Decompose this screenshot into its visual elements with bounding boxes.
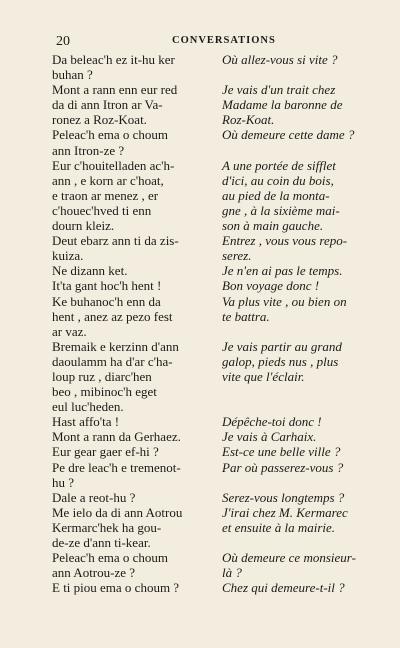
breton-line: e traon ar menez , er xyxy=(52,187,159,203)
breton-line: eul luc'heden. xyxy=(52,399,124,415)
breton-entry xyxy=(52,233,214,263)
breton-entry xyxy=(52,294,214,339)
breton-line: de-ze d'ann ti-kear. xyxy=(52,535,151,550)
breton-line: loup ruz , diarc'hen xyxy=(52,368,152,384)
breton-line: ann , e korn ar c'hoat, xyxy=(52,172,164,188)
french-line: Dépêche-toi donc ! xyxy=(222,414,322,430)
french-line: Est-ce une belle ville ? xyxy=(222,444,341,460)
french-entry xyxy=(222,429,378,444)
breton-line: beo , mibinoc'h eget xyxy=(52,384,157,400)
french-line: Par où passerez-vous ? xyxy=(222,459,344,475)
breton-line: Me ielo da di ann Aotrou xyxy=(52,504,183,520)
breton-line: Eur gear gaer ef-hi ? xyxy=(52,444,159,460)
breton-line: ar vaz. xyxy=(52,323,87,339)
french-line: Je vais à Carhaix. xyxy=(222,429,317,445)
french-line: gne , à la sixième mai- xyxy=(222,202,340,218)
french-line: là ? xyxy=(222,565,242,581)
breton-entry xyxy=(52,158,214,233)
french-line: Serez-vous longtemps ? xyxy=(222,489,345,505)
french-line: son à main gauche. xyxy=(222,218,324,234)
breton-line: Peleac'h ema o choum xyxy=(52,127,169,143)
breton-entry xyxy=(52,550,214,580)
french-entry xyxy=(222,580,378,595)
breton-line: Ke buhanoc'h enn da xyxy=(52,293,161,309)
french-line: Entrez , vous vous repo- xyxy=(222,233,348,249)
page-number: 20 xyxy=(56,34,70,49)
breton-entry xyxy=(52,339,214,414)
breton-line: hent , anez az pezo fest xyxy=(52,308,173,324)
breton-line: ann Aotrou-ze ? xyxy=(52,565,136,581)
french-column xyxy=(222,52,378,595)
french-line: et ensuite à la mairie. xyxy=(222,519,336,535)
french-entry xyxy=(222,490,378,505)
breton-line: buhan ? xyxy=(52,67,93,83)
breton-line: Deut ebarz ann ti da zis- xyxy=(52,233,179,249)
breton-entry xyxy=(52,52,214,82)
breton-entry xyxy=(52,490,214,505)
french-entry xyxy=(222,414,378,429)
french-entry xyxy=(222,505,378,535)
breton-line: kuiza. xyxy=(52,248,84,264)
breton-line: hu ? xyxy=(52,474,75,490)
french-line: A une portée de sifflet xyxy=(222,157,336,173)
french-line: Où allez-vous si vite ? xyxy=(222,52,338,67)
breton-line: Kermarc'hek ha gou- xyxy=(52,519,162,535)
breton-entry xyxy=(52,429,214,444)
french-entry xyxy=(222,233,378,263)
french-line: Bon voyage donc ! xyxy=(222,278,320,294)
breton-line: E ti piou ema o choum ? xyxy=(52,580,180,596)
french-line: Chez qui demeure-t-il ? xyxy=(222,580,345,596)
french-line: J'irai chez M. Kermarec xyxy=(222,504,348,520)
breton-line: c'houec'hved ti enn xyxy=(52,202,152,218)
breton-line: It'ta gant hoc'h hent ! xyxy=(52,278,162,294)
breton-entry xyxy=(52,460,214,490)
french-line: Je vais partir au grand xyxy=(222,338,342,354)
french-entry xyxy=(222,263,378,278)
french-line: Je vais d'un trait chez xyxy=(222,82,336,98)
french-entry xyxy=(222,460,378,475)
french-line: galop, pieds nus , plus xyxy=(222,353,339,369)
french-line: Madame la baronne de xyxy=(222,97,343,113)
breton-entry xyxy=(52,414,214,429)
page-header xyxy=(0,34,400,50)
french-entry xyxy=(222,278,378,293)
breton-line: Peleac'h ema o choum xyxy=(52,550,169,566)
breton-column xyxy=(52,52,214,595)
breton-entry xyxy=(52,263,214,278)
breton-line: Da beleac'h ez it-hu ker xyxy=(52,52,175,67)
breton-line: Hast affo'ta ! xyxy=(52,414,120,430)
french-line: d'ici, au coin du bois, xyxy=(222,172,334,188)
breton-line: Bremaik e kerzinn d'ann xyxy=(52,338,179,354)
french-entry xyxy=(222,550,378,580)
breton-entry xyxy=(52,580,214,595)
breton-entry xyxy=(52,444,214,459)
french-line: te battra. xyxy=(222,308,270,324)
french-entry xyxy=(222,52,378,67)
french-line: Où demeure cette dame ? xyxy=(222,127,355,143)
breton-line: daoulamm ha d'ar c'ha- xyxy=(52,353,173,369)
breton-line: da di ann Itron ar Va- xyxy=(52,97,163,113)
french-entry xyxy=(222,339,378,384)
breton-line: Mont a rann enn eur red xyxy=(52,82,178,98)
french-entry xyxy=(222,127,378,142)
running-title: CONVERSATIONS xyxy=(172,35,276,46)
french-line: Va plus vite , ou bien on xyxy=(222,293,347,309)
french-line: vite que l'éclair. xyxy=(222,368,305,384)
french-line: Roz-Koat. xyxy=(222,112,275,128)
column-gutter xyxy=(218,54,219,594)
french-entry xyxy=(222,158,378,233)
breton-line: ann Itron-ze ? xyxy=(52,142,125,158)
breton-entry xyxy=(52,82,214,127)
french-line: au pied de la monta- xyxy=(222,187,330,203)
french-line: serez. xyxy=(222,248,252,264)
breton-entry xyxy=(52,127,214,157)
breton-line: Mont a rann da Gerhaez. xyxy=(52,429,181,445)
breton-entry xyxy=(52,278,214,293)
breton-line: Ne dizann ket. xyxy=(52,263,128,279)
breton-line: Dale a reot-hu ? xyxy=(52,489,136,505)
french-line: Où demeure ce monsieur- xyxy=(222,550,356,566)
breton-line: Pe dre leac'h e tremenot- xyxy=(52,459,181,475)
breton-line: ronez a Roz-Koat. xyxy=(52,112,147,128)
breton-entry xyxy=(52,505,214,550)
breton-line: Eur c'houitelladen ac'h- xyxy=(52,157,175,173)
french-entry xyxy=(222,294,378,324)
french-line: Je n'en ai pas le temps. xyxy=(222,263,343,279)
french-entry xyxy=(222,82,378,127)
french-entry xyxy=(222,444,378,459)
breton-line: dourn kleiz. xyxy=(52,218,115,234)
